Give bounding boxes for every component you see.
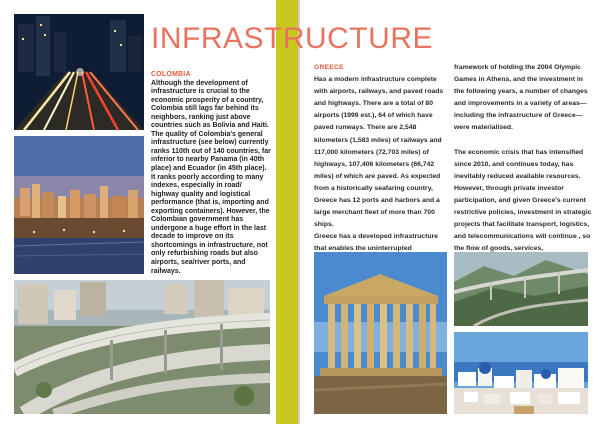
greece-continued-section bbox=[454, 62, 594, 255]
elevated-road-illustration bbox=[14, 280, 270, 414]
santorini-photo bbox=[454, 332, 588, 414]
mountain-road-illustration bbox=[454, 252, 588, 326]
colombia-body: Although the development of infrastructure is crucial to the economic prosperity of a country, Colombia still lags far behind its neighbors, ranking just above countries such as Bolivia and Haiti. The quality of Colombia's general infrastructure (see below) currently ranks 110th out of 140 countries, far inferior to nearby Panama (in 40th place) and Ecuador (in 45th place). It ranks poorly according to many indexes, especially in road/ highway quality and logistical performance (that is, importing and exporting containers). However, the Colombian government has undergone a huge effort in the last decade to improve on its shortcomings in infrastructure, not only refurbishing roads but also airports, sea/river ports, and railways. bbox=[151, 79, 271, 275]
coastal-city-illustration bbox=[14, 136, 144, 274]
page-title: INFRASTRUCTURE bbox=[151, 22, 433, 55]
greece-paragraph-1: Has a modern infrastructure complete with airports, railways, and paved roads and highways. There are a total of 80 airports (1999 est.), 64 of which have paved runways. There are 2,548 kilometers (1,583 miles) of railways and 117,000 kilometers (72,703 miles) of highways, 107,406 kilometers (66,742 miles) of which are paved. As expected from a historically seafaring country, Greece has 12 ports and harbors and a large merchant fleet of more than 700 ships. bbox=[314, 76, 444, 229]
greece-continued-2: The economic crisis that has intensified since 2010, and continues today, has inevitably reduced available resources. However, through private investor participation, and given Greece's current restrictive policies, investment in strategic projects that facilitate transport, logistics, and telecommunications will continue , so the flow of goods, services, bbox=[454, 148, 592, 253]
greece-label: GREECE bbox=[314, 64, 344, 71]
parthenon-illustration bbox=[314, 252, 447, 414]
colombia-section bbox=[151, 71, 271, 276]
divider-line bbox=[298, 0, 300, 424]
elevated-road-photo bbox=[14, 280, 270, 414]
highway-night-illustration bbox=[14, 14, 144, 130]
greece-continued-1: framework of holding the 2004 Olympic Games in Athens, and the investment in the following years, a number of changes and improvements in a variety of areas—including the infrastructure of Greece—were materialised. bbox=[454, 64, 588, 132]
highway-night-photo bbox=[14, 14, 144, 130]
divider-band bbox=[276, 0, 298, 424]
greece-section bbox=[314, 62, 450, 280]
coastal-city-photo bbox=[14, 136, 144, 274]
parthenon-photo bbox=[314, 252, 447, 414]
colombia-label: COLOMBIA bbox=[151, 71, 191, 78]
mountain-road-photo bbox=[454, 252, 588, 326]
santorini-illustration bbox=[454, 332, 588, 414]
greece-paragraph-2: Greece has a developed infrastructure that enables the uninterrupted bbox=[314, 233, 438, 253]
